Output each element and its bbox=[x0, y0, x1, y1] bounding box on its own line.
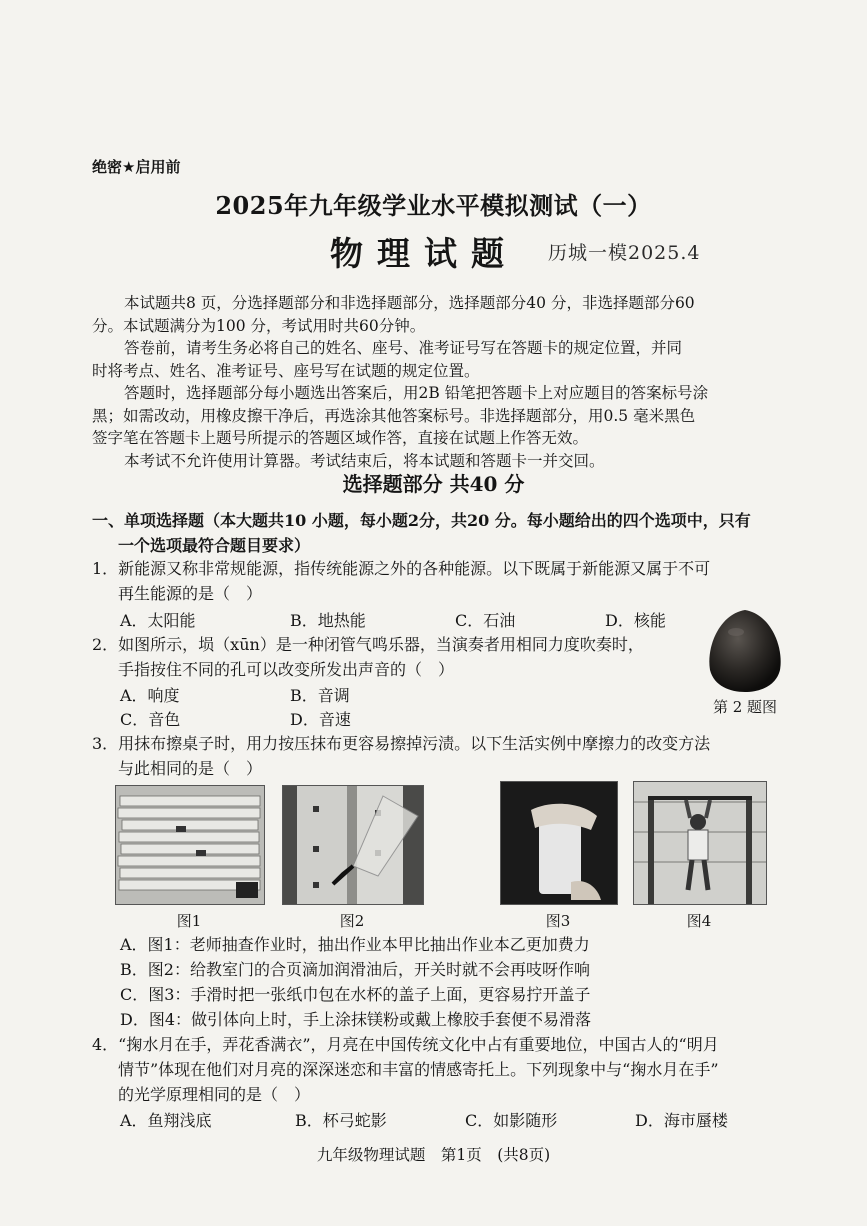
figure-caption: 图3 bbox=[545, 912, 571, 930]
option-d: D．音速 bbox=[290, 710, 351, 729]
figure-2-hinge-photo bbox=[282, 785, 424, 905]
question-stem: 4．“掬水月在手，弄花香满衣”，月亮在中国传统文化中占有重要地位，中国古人的“明月 bbox=[92, 1035, 719, 1054]
part-heading-line: 一、单项选择题（本大题共10 小题，每小题2分，共20 分。每小题给出的四个选项中，只有 bbox=[92, 511, 751, 530]
question-2 bbox=[92, 632, 692, 682]
part-heading-line: 一个选项最符合题目要求） bbox=[118, 536, 311, 555]
figure-caption: 图2 bbox=[339, 912, 365, 930]
figure-caption: 图1 bbox=[176, 912, 202, 930]
option-c: C．石油 bbox=[455, 611, 516, 630]
subject-title: 物理试题 bbox=[330, 234, 518, 273]
question-stem: 与此相同的是（ ） bbox=[118, 759, 263, 778]
xun-instrument-image bbox=[700, 604, 790, 694]
instructions bbox=[92, 292, 772, 472]
option-c: C．如影随形 bbox=[465, 1111, 558, 1130]
option-d: D．图4：做引体向上时，手上涂抹镁粉或戴上橡胶手套便不易滑落 bbox=[120, 1010, 592, 1029]
option-d: D．核能 bbox=[605, 611, 666, 630]
instruction-line: 时将考点、姓名、准考证号、座号写在试题的规定位置。 bbox=[92, 361, 480, 380]
option-a: A．太阳能 bbox=[120, 611, 196, 630]
question-1 bbox=[92, 556, 772, 606]
option-a: A．鱼翔浅底 bbox=[120, 1111, 212, 1130]
part-heading bbox=[92, 508, 772, 558]
figure-caption: 第 2 题图 bbox=[712, 698, 778, 716]
figure-1-books-photo bbox=[115, 785, 265, 905]
instruction-line: 本考试不允许使用计算器。考试结束后，将本试题和答题卡一并交回。 bbox=[124, 451, 605, 470]
question-3 bbox=[92, 731, 772, 781]
handwritten-note: 历城一模2025.4 bbox=[548, 242, 701, 264]
figure-3-cup-photo bbox=[500, 781, 618, 905]
page-footer: 九年级物理试题 第1页 (共8页) bbox=[316, 1146, 551, 1164]
section-title: 选择题部分 共40 分 bbox=[342, 472, 525, 496]
instruction-line: 黑；如需改动，用橡皮擦干净后，再选涂其他答案标号。非选择题部分，用0.5 毫米黑色 bbox=[92, 406, 696, 425]
figure-4-pullup-photo bbox=[633, 781, 767, 905]
question-stem: 再生能源的是（ ） bbox=[118, 584, 263, 603]
question-4 bbox=[92, 1032, 772, 1107]
question-stem: 2．如图所示，埙（xūn）是一种闭管气鸣乐器，当演奏者用相同力度吹奏时， bbox=[92, 635, 644, 654]
instruction-line: 签字笔在答题卡上题号所提示的答题区域作答，直接在试题上作答无效。 bbox=[92, 429, 589, 447]
question-stem: 的光学原理相同的是（ ） bbox=[118, 1085, 311, 1104]
question-stem: 1．新能源又称非常规能源，指传统能源之外的各种能源。以下既属于新能源又属于不可 bbox=[92, 559, 711, 578]
option-c: C．图3：手滑时把一张纸巾包在水杯的盖子上面，更容易拧开盖子 bbox=[120, 985, 591, 1004]
option-a: A．响度 bbox=[120, 686, 180, 705]
option-a: A．图1：老师抽查作业时，抽出作业本甲比抽出作业本乙更加费力 bbox=[120, 935, 590, 954]
confidential-seal: 绝密★启用前 bbox=[92, 158, 181, 176]
instruction-line: 答题时，选择题部分每小题选出答案后，用2B 铅笔把答题卡上对应题目的答案标号涂 bbox=[124, 384, 709, 402]
question-3-options bbox=[120, 932, 770, 1032]
question-stem: 情节”体现在他们对月亮的深深迷恋和丰富的情感寄托上。下列现象中与“掬水月在手” bbox=[118, 1060, 719, 1079]
option-b: B．图2：给教室门的合页滴加润滑油后，开关时就不会再吱呀作响 bbox=[120, 960, 590, 979]
option-b: B．音调 bbox=[290, 686, 350, 705]
question-stem: 手指按住不同的孔可以改变所发出声音的（ ） bbox=[118, 660, 455, 679]
option-d: D．海市蜃楼 bbox=[635, 1111, 728, 1130]
instruction-line: 本试题共8 页，分选择题部分和非选择题部分，选择题部分40 分，非选择题部分60 bbox=[124, 294, 695, 312]
option-b: B．地热能 bbox=[290, 611, 366, 630]
question-stem: 3．用抹布擦桌子时，用力按压抹布更容易擦掉污渍。以下生活实例中摩擦力的改变方法 bbox=[92, 734, 711, 753]
option-c: C．音色 bbox=[120, 710, 181, 729]
figure-caption: 图4 bbox=[686, 912, 712, 930]
exam-title: 2025年九年级学业水平模拟测试（一） bbox=[215, 191, 652, 220]
option-b: B．杯弓蛇影 bbox=[295, 1111, 387, 1130]
instruction-line: 分。本试题满分为100 分，考试用时共60分钟。 bbox=[92, 316, 426, 335]
instruction-line: 答卷前，请考生务必将自己的姓名、座号、准考证号写在答题卡的规定位置，并同 bbox=[124, 339, 683, 357]
